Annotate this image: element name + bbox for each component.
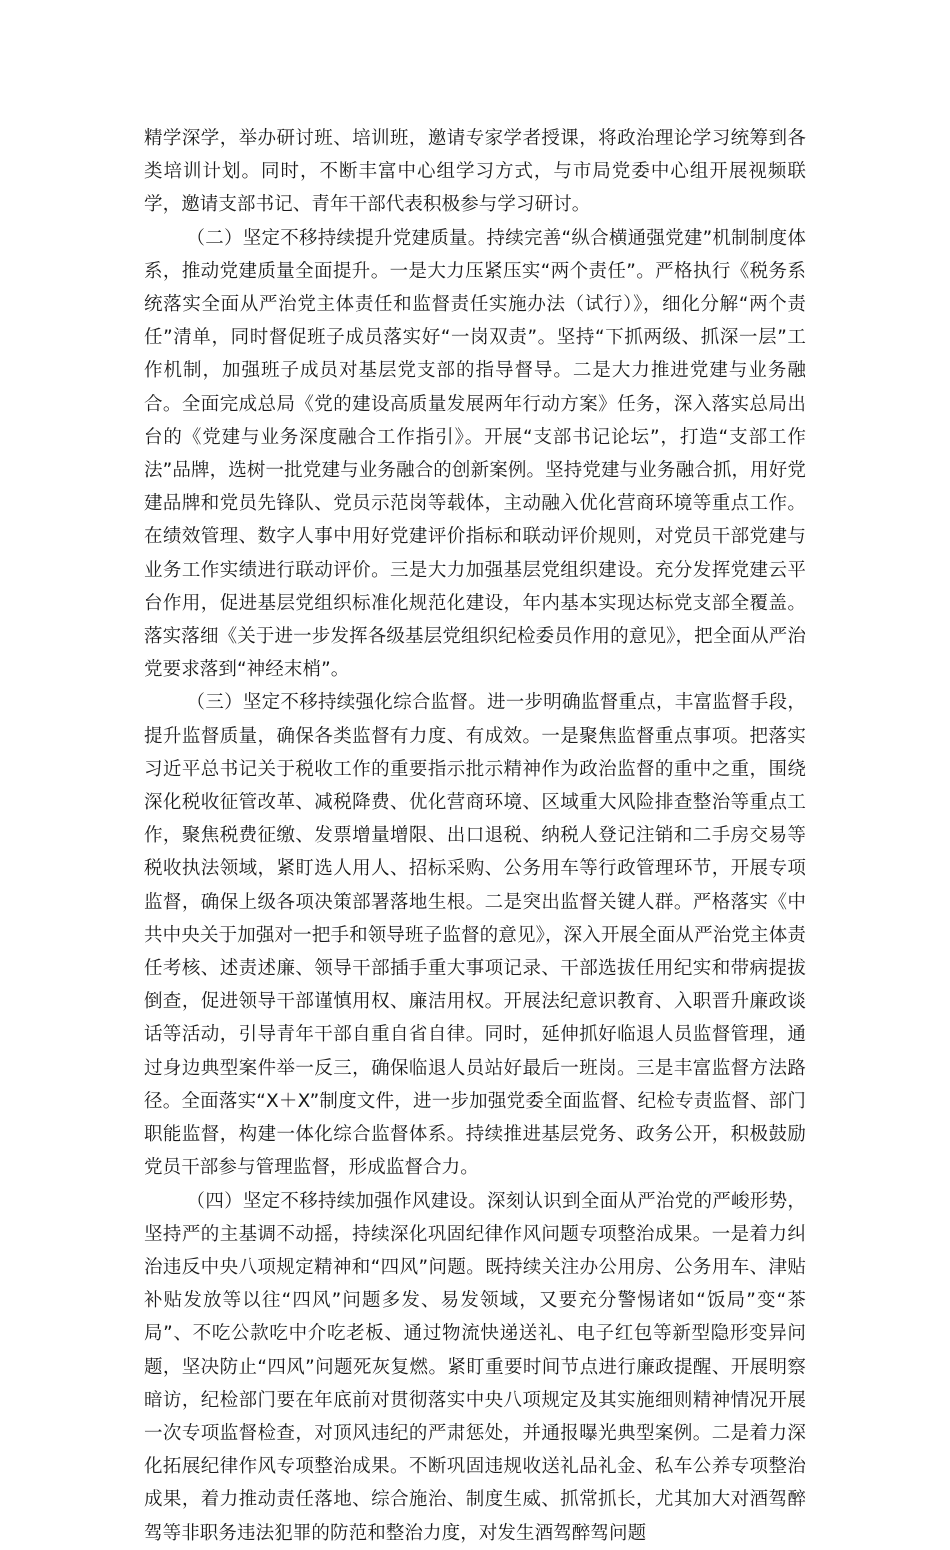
paragraph-party-building-quality: （二）坚定不移持续提升党建质量。持续完善“纵合横通强党建”机制制度体系，推动党建质量全面提升。一是大力压紧压实“两个责任”。严格执行《税务系统落实全面从严治党主体责任和监督责任实施办法（试行）》，细化分解“两个责任”清单，同时督促班子成员落实好“一岗双责”。坚持“下抓两级、抓深一层”工作机制，加强班子成员对基层党支部的指导督导。二是大力推进党建与业务融合。全面完成总局《党的建设高质量发展两年行动方案》任务，深入落实总局出台的《党建与业务深度融合工作指引》。开展“支部书记论坛”，打造“支部工作法”品牌，选树一批党建与业务融合的创新案例。坚持党建与业务融合抓，用好党建品牌和党员先锋队、党员示范岗等载体，主动融入优化营商环境等重点工作。在绩效管理、数字人事中用好党建评价指标和联动评价规则，对党员干部党建与业务工作实绩进行联动评价。三是大力加强基层党组织建设。充分发挥党建云平台作用，促进基层党组织标准化规范化建设，年内基本实现达标党支部全覆盖。落实落细《关于进一步发挥各级基层党组织纪检委员作用的意见》，把全面从严治党要求落到“神经末梢”。 [144, 227, 806, 681]
paragraph-continuation: 精学深学，举办研讨班、培训班，邀请专家学者授课，将政治理论学习统筹到各类培训计划。同时，不断丰富中心组学习方式，与市局党委中心组开展视频联学，邀请支部书记、青年干部代表积极参与学习研讨。 [144, 128, 806, 216]
paragraph-work-style-construction: （四）坚定不移持续加强作风建设。深刻认识到全面从严治党的严峻形势，坚持严的主基调不动摇，持续深化巩固纪律作风问题专项整治成果。一是着力纠治违反中央八项规定精神和“四风”问题。既持续关注办公用房、公务用车、津贴补贴发放等以往“四风”问题多发、易发领域，又要充分警惕诸如“饭局”变“茶局”、不吃公款吃中介吃老板、通过物流快递送礼、电子红包等新型隐形变异问题，坚决防止“四风”问题死灰复燃。紧盯重要时间节点进行廉政提醒、开展明察暗访，纪检部门要在年底前对贯彻落实中央八项规定及其实施细则精神情况开展一次专项监督检查，对顶风违纪的严肃惩处，并通报曝光典型案例。二是着力深化拓展纪律作风专项整治成果。不断巩固违规收送礼品礼金、私车公养专项整治成果，着力推动责任落地、综合施治、制度生威、抓常抓长，尤其加大对酒驾醉驾等非职务违法犯罪的防范和整治力度，对发生酒驾醉驾问题 [144, 1190, 806, 1544]
paragraph-comprehensive-supervision: （三）坚定不移持续强化综合监督。进一步明确监督重点，丰富监督手段，提升监督质量，确保各类监督有力度、有成效。一是聚焦监督重点事项。把落实习近平总书记关于税收工作的重要指示批示精神作为政治监督的重中之重，围绕深化税收征管改革、减税降费、优化营商环境、区域重大风险排查整治等重点工作，聚焦税费征缴、发票增量增限、出口退税、纳税人登记注销和二手房交易等税收执法领域，紧盯选人用人、招标采购、公务用车等行政管理环节，开展专项监督，确保上级各项决策部署落地生根。二是突出监督关键人群。严格落实《中共中央关于加强对一把手和领导班子监督的意见》，深入开展全面从严治党主体责任考核、述责述廉、领导干部插手重大事项记录、干部选拔任用纪实和带病提拔倒查，促进领导干部谨慎用权、廉洁用权。开展法纪意识教育、入职晋升廉政谈话等活动，引导青年干部自重自省自律。同时，延伸抓好临退人员监督管理，通过身边典型案件举一反三，确保临退人员站好最后一班岗。三是丰富监督方法路径。全面落实“X＋X”制度文件，进一步加强党委全面监督、纪检专责监督、部门职能监督，构建一体化综合监督体系。持续推进基层党务、政务公开，积极鼓励党员干部参与管理监督，形成监督合力。 [144, 692, 806, 1179]
document-body [144, 122, 806, 1550]
